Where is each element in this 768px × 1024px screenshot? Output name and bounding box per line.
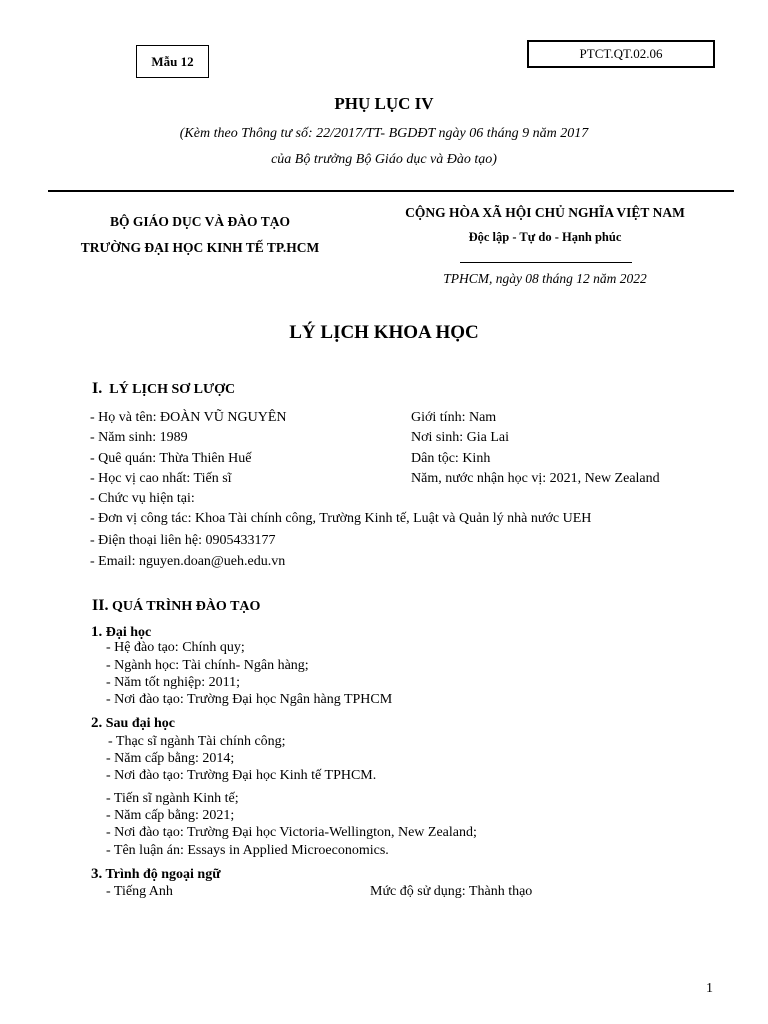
list-item: - Nơi đào tạo: Trường Đại học Victoria-Wellington, New Zealand;	[106, 825, 477, 840]
list-item: - Năm cấp bằng: 2014;	[106, 751, 235, 766]
section-1-title: LÝ LỊCH SƠ LƯỢC	[109, 382, 236, 397]
section-2-title: QUÁ TRÌNH ĐÀO TẠO	[111, 599, 261, 614]
field-workplace: - Đơn vị công tác: Khoa Tài chính công, Trường Kinh tế, Luật và Quản lý nhà nước UEH	[90, 511, 592, 526]
page-number: 1	[706, 981, 713, 996]
field-hometown: - Quê quán: Thừa Thiên Huế	[90, 451, 252, 466]
motto-underline	[460, 262, 632, 263]
list-item: - Tên luận án: Essays in Applied Microeconomics.	[106, 843, 389, 858]
list-item: - Năm cấp bằng: 2021;	[106, 808, 235, 823]
form-label-box	[136, 45, 209, 78]
appendix-note-1: (Kèm theo Thông tư số: 22/2017/TT- BGDĐT ngày 06 tháng 9 năm 2017	[179, 126, 589, 141]
language-name: - Tiếng Anh	[106, 884, 173, 899]
section-1-heading	[92, 380, 235, 398]
section-2-number: II.	[92, 597, 109, 614]
form-code-box	[527, 40, 715, 68]
list-item: - Tiến sĩ ngành Kinh tế;	[106, 791, 239, 806]
document-title: LÝ LỊCH KHOA HỌC	[289, 322, 479, 343]
list-item: - Ngành học: Tài chính- Ngân hàng;	[106, 658, 309, 673]
field-phone: - Điện thoại liên hệ: 0905433177	[90, 533, 276, 548]
field-name: - Họ và tên: ĐOÀN VŨ NGUYÊN	[90, 410, 287, 425]
document-date: TPHCM, ngày 08 tháng 12 năm 2022	[443, 271, 647, 286]
field-email: - Email: nguyen.doan@ueh.edu.vn	[90, 554, 286, 569]
field-degree-year: Năm, nước nhận học vị: 2021, New Zealand	[411, 471, 660, 486]
university-name: TRƯỜNG ĐẠI HỌC KINH TẾ TP.HCM	[80, 240, 320, 255]
subsection-undergrad-title: Đại học	[105, 625, 152, 640]
ministry-name: BỘ GIÁO DỤC VÀ ĐÀO TẠO	[110, 214, 290, 229]
subsection-undergrad-heading	[91, 624, 151, 641]
field-ethnicity: Dân tộc: Kinh	[411, 451, 491, 466]
form-code: PTCT.QT.02.06	[579, 46, 663, 61]
republic-motto: Độc lập - Tự do - Hạnh phúc	[468, 230, 622, 244]
list-item: - Thạc sĩ ngành Tài chính công;	[108, 734, 286, 749]
list-item: - Hệ đào tạo: Chính quy;	[106, 640, 245, 655]
subsection-language-title: Trình độ ngoại ngữ	[105, 867, 221, 882]
section-1-number: I.	[92, 380, 103, 397]
subsection-language-number: 3.	[91, 866, 103, 882]
list-item: - Nơi đào tạo: Trường Đại học Kinh tế TPHCM.	[106, 768, 377, 783]
field-position: - Chức vụ hiện tại:	[90, 491, 195, 506]
form-label: Mẫu 12	[151, 53, 194, 69]
subsection-postgrad-heading	[91, 715, 175, 732]
field-birth-place: Nơi sinh: Gia Lai	[411, 430, 509, 445]
subsection-postgrad-number: 2.	[91, 715, 103, 731]
language-level: Mức độ sử dụng: Thành thạo	[370, 884, 533, 899]
subsection-postgrad-title: Sau đại học	[105, 716, 175, 731]
subsection-language-heading	[91, 866, 221, 883]
subsection-undergrad-number: 1.	[91, 624, 103, 640]
field-degree: - Học vị cao nhất: Tiến sĩ	[90, 471, 232, 486]
field-gender: Giới tính: Nam	[411, 410, 497, 425]
appendix-note-2: của Bộ trưởng Bộ Giáo dục và Đào tạo)	[271, 152, 497, 167]
appendix-title: PHỤ LỤC IV	[334, 94, 434, 113]
list-item: - Nơi đào tạo: Trường Đại học Ngân hàng TPHCM	[106, 692, 393, 707]
republic-name: CỘNG HÒA XÃ HỘI CHỦ NGHĨA VIỆT NAM	[405, 205, 685, 220]
list-item: - Năm tốt nghiệp: 2011;	[106, 675, 241, 690]
header-divider	[48, 190, 734, 192]
section-2-heading	[92, 597, 260, 615]
field-birth-year: - Năm sinh: 1989	[90, 430, 188, 445]
